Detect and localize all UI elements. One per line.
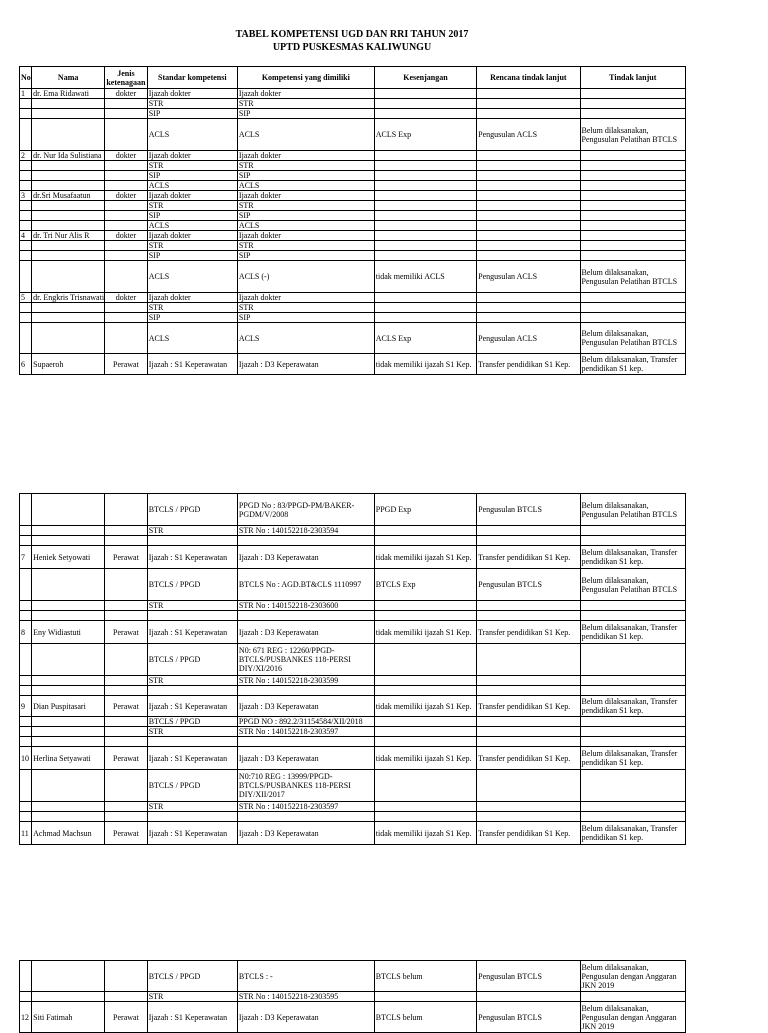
table-row	[20, 171, 686, 181]
row-plan: Pengusulan BTCLS	[477, 1002, 580, 1033]
row-type: dokter	[105, 191, 148, 201]
row-owned: ACLS	[237, 221, 374, 231]
table-row	[20, 89, 686, 99]
row-plan: Pengusulan BTCLS	[477, 569, 580, 601]
table-row	[20, 191, 686, 201]
row-standard: STR	[147, 676, 237, 686]
row-owned: Ijazah : D3 Keperawatan	[237, 621, 374, 644]
competency-table-page-2	[19, 493, 686, 845]
row-followup: Belum dilaksanakan, Pengusulan dengan Anggaran JKN 2019	[580, 961, 685, 992]
row-owned: N0:710 REG : 13999/PPGD-BTCLS/PUSBANKES 118-PERSI DIY/XII/2017	[237, 770, 374, 802]
row-owned: STR	[237, 161, 374, 171]
row-owned: Ijazah : D3 Keperawatan	[237, 747, 374, 770]
table-row	[20, 251, 686, 261]
row-owned: SIP	[237, 211, 374, 221]
row-no: 1	[20, 89, 32, 99]
row-name: Supaeroh	[32, 354, 105, 375]
row-no: 4	[20, 231, 32, 241]
table-row	[20, 211, 686, 221]
header-row	[20, 67, 686, 89]
row-no: 6	[20, 354, 32, 375]
row-owned: ACLS	[237, 323, 374, 354]
table-row	[20, 526, 686, 536]
row-followup: Belum dilaksanakan, Pengusulan Pelatihan BTCLS	[580, 323, 685, 354]
row-owned: ACLS	[237, 119, 374, 151]
table-row	[20, 241, 686, 251]
row-plan: Transfer pendidikan S1 Kep.	[477, 546, 580, 569]
table-row	[20, 201, 686, 211]
row-type: Perawat	[105, 621, 148, 644]
table-row	[20, 676, 686, 686]
row-followup: Belum dilaksanakan, Transfer pendidikan S1 kep.	[580, 696, 685, 717]
row-owned: SIP	[237, 171, 374, 181]
row-type: dokter	[105, 293, 148, 303]
table-row	[20, 303, 686, 313]
row-name: Herlina Setyawati	[32, 747, 105, 770]
header-kompetensi: Kompetensi yang dimiliki	[237, 67, 374, 89]
row-owned: Ijazah : D3 Keperawatan	[237, 1002, 374, 1033]
row-no: 12	[20, 1002, 32, 1033]
row-standard: SIP	[147, 313, 237, 323]
table-row	[20, 231, 686, 241]
row-standard: Ijazah : S1 Keperawatan	[147, 546, 237, 569]
table-row	[20, 293, 686, 303]
row-gap: tidak memiliki ijazah S1 Kep.	[374, 822, 476, 845]
table-row	[20, 354, 686, 375]
row-standard: Ijazah dokter	[147, 151, 237, 161]
row-gap: tidak memiliki ijazah S1 Kep.	[374, 696, 476, 717]
row-standard: STR	[147, 526, 237, 536]
row-owned: Ijazah dokter	[237, 191, 374, 201]
row-owned: BTCLS No : AGD.BT&CLS 1110997	[237, 569, 374, 601]
row-plan: Transfer pendidikan S1 Kep.	[477, 354, 580, 375]
row-name: dr. Engkris Trisnawati	[33, 293, 105, 302]
row-name: Achmad Machsun	[32, 822, 105, 845]
row-name: dr. Ema Ridawati	[32, 89, 105, 99]
row-standard: Ijazah : S1 Keperawatan	[147, 822, 237, 845]
row-standard: ACLS	[147, 119, 237, 151]
row-owned: Ijazah dokter	[237, 231, 374, 241]
table-row	[20, 802, 686, 812]
row-type: Perawat	[105, 696, 148, 717]
table-row	[20, 747, 686, 770]
row-owned: STR	[237, 241, 374, 251]
row-owned: STR No : 140152218-2303599	[237, 676, 374, 686]
row-name: dr. Nur Ida Sulistiana	[32, 151, 105, 161]
table-row	[20, 313, 686, 323]
row-followup: Belum dilaksanakan, Transfer pendidikan S1 kep.	[580, 621, 685, 644]
row-standard: STR	[147, 802, 237, 812]
row-plan: Pengusulan BTCLS	[477, 961, 580, 992]
row-standard: STR	[147, 201, 237, 211]
header-jenis: Jenis ketenagaan	[106, 68, 146, 87]
table-row	[20, 99, 686, 109]
table-row	[20, 992, 686, 1002]
row-owned: STR	[237, 99, 374, 109]
row-gap: ACLS Exp	[374, 323, 476, 354]
row-type: Perawat	[105, 546, 148, 569]
row-gap: BTCLS belum	[374, 961, 476, 992]
row-standard: ACLS	[147, 261, 237, 293]
table-row	[20, 161, 686, 171]
header-kesenjangan: Kesenjangan	[374, 67, 476, 89]
row-standard: STR	[147, 601, 237, 611]
header-nama: Nama	[32, 67, 105, 89]
row-standard: SIP	[147, 211, 237, 221]
row-followup: Belum dilaksanakan, Pengusulan Pelatihan BTCLS	[580, 569, 685, 601]
row-standard: STR	[147, 727, 237, 737]
row-standard: Ijazah dokter	[147, 89, 237, 99]
row-standard: ACLS	[147, 323, 237, 354]
row-owned: Ijazah dokter	[237, 293, 374, 303]
row-name: dr.Sri Musafaatun	[32, 191, 105, 201]
table-row	[20, 822, 686, 845]
row-type: dokter	[105, 151, 148, 161]
row-type: Perawat	[105, 747, 148, 770]
table-row	[20, 717, 686, 727]
table-row	[20, 696, 686, 717]
row-name: Heniek Setyowati	[32, 546, 105, 569]
row-standard: ACLS	[147, 221, 237, 231]
row-owned: STR No : 140152218-2303597	[237, 727, 374, 737]
table-row	[20, 323, 686, 354]
row-followup: Belum dilaksanakan, Transfer pendidikan S1 kep.	[580, 546, 685, 569]
row-no: 9	[20, 696, 32, 717]
row-owned: Ijazah : D3 Keperawatan	[237, 696, 374, 717]
row-plan: Transfer pendidikan S1 Kep.	[477, 621, 580, 644]
row-standard: Ijazah : S1 Keperawatan	[147, 747, 237, 770]
row-followup: Belum dilaksanakan, Pengusulan Pelatihan BTCLS	[580, 494, 685, 526]
competency-table-page-3	[19, 960, 686, 1033]
table-row	[20, 569, 686, 601]
row-standard: ACLS	[147, 181, 237, 191]
table-row	[20, 601, 686, 611]
row-owned: STR	[237, 303, 374, 313]
row-owned: PPGD NO : 892.2/31154584/XII/2018	[237, 717, 374, 727]
row-owned: STR No : 140152218-2303595	[237, 992, 374, 1002]
row-type: dokter	[105, 231, 148, 241]
row-owned: STR No : 140152218-2303600	[237, 601, 374, 611]
row-gap: tidak memiliki ijazah S1 Kep.	[374, 354, 476, 375]
row-no: 3	[20, 191, 32, 201]
row-no: 5	[20, 293, 32, 303]
table-row	[20, 961, 686, 992]
row-gap: BTCLS belum	[374, 1002, 476, 1033]
row-owned: Ijazah dokter	[237, 151, 374, 161]
header-tindak: Tindak lanjut	[580, 67, 685, 89]
row-owned: STR No : 140152218-2303597	[237, 802, 374, 812]
row-standard: Ijazah dokter	[147, 293, 237, 303]
row-name: Dian Puspitasari	[32, 696, 105, 717]
table-row	[20, 261, 686, 293]
competency-table-page-1	[19, 66, 686, 375]
row-no: 8	[20, 621, 32, 644]
row-standard: SIP	[147, 251, 237, 261]
table-row	[20, 494, 686, 526]
table-row	[20, 727, 686, 737]
row-standard: STR	[147, 161, 237, 171]
row-owned: Ijazah : D3 Keperawatan	[237, 546, 374, 569]
row-no: 2	[20, 151, 32, 161]
row-gap: tidak memiliki ijazah S1 Kep.	[374, 621, 476, 644]
table-row	[20, 621, 686, 644]
row-gap: ACLS Exp	[374, 119, 476, 151]
row-name: dr. Tri Nur Alis R	[32, 231, 105, 241]
table-row	[20, 546, 686, 569]
row-plan: Transfer pendidikan S1 Kep.	[477, 747, 580, 770]
row-owned: STR No : 140152218-2303594	[237, 526, 374, 536]
row-followup: Belum dilaksanakan, Pengusulan dengan Anggaran JKN 2019	[580, 1002, 685, 1033]
table-row	[20, 181, 686, 191]
header-standar: Standar kompetensi	[147, 67, 237, 89]
row-owned: SIP	[237, 251, 374, 261]
row-no: 7	[20, 546, 32, 569]
row-no: 11	[20, 822, 32, 845]
row-standard: BTCLS / PPGD	[147, 494, 237, 526]
row-standard: Ijazah dokter	[147, 191, 237, 201]
row-type: Perawat	[105, 1002, 148, 1033]
row-gap: PPGD Exp	[374, 494, 476, 526]
document-title: TABEL KOMPETENSI UGD DAN RRI TAHUN 2017	[235, 29, 469, 40]
table-row	[20, 1002, 686, 1033]
row-no: 10	[20, 747, 32, 770]
table-row	[20, 644, 686, 676]
row-standard: Ijazah : S1 Keperawatan	[147, 1002, 237, 1033]
row-owned: SIP	[237, 313, 374, 323]
row-standard: BTCLS / PPGD	[147, 770, 237, 802]
row-owned: PPGD No : 83/PPGD-PM/BAKER-PGDM/V/2008	[237, 494, 374, 526]
row-standard: STR	[147, 99, 237, 109]
row-owned: Ijazah : D3 Keperawatan	[237, 354, 374, 375]
row-owned: Ijazah dokter	[237, 89, 374, 99]
row-name: Siti Fatimah	[32, 1002, 105, 1033]
table-row	[20, 151, 686, 161]
row-owned: N0: 671 REG : 12260/PPGD-BTCLS/PUSBANKES 118-PERSI DIY/XI/2016	[237, 644, 374, 676]
table-row	[20, 221, 686, 231]
row-standard: Ijazah : S1 Keperawatan	[147, 696, 237, 717]
row-standard: BTCLS / PPGD	[147, 961, 237, 992]
row-standard: SIP	[147, 171, 237, 181]
row-standard: Ijazah : S1 Keperawatan	[147, 621, 237, 644]
table-row	[20, 119, 686, 151]
row-standard: BTCLS / PPGD	[147, 569, 237, 601]
row-standard: STR	[147, 992, 237, 1002]
row-standard: STR	[147, 303, 237, 313]
row-followup: Belum dilaksanakan, Transfer pendidikan S1 kep.	[580, 747, 685, 770]
row-type: Perawat	[105, 822, 148, 845]
row-plan: Pengusulan ACLS	[477, 119, 580, 151]
row-gap: tidak memiliki ijazah S1 Kep.	[374, 747, 476, 770]
row-owned: STR	[237, 201, 374, 211]
row-owned: BTCLS : -	[237, 961, 374, 992]
row-owned: ACLS (-)	[237, 261, 374, 293]
row-gap: BTCLS Exp	[374, 569, 476, 601]
row-standard: BTCLS / PPGD	[147, 644, 237, 676]
table-row	[20, 770, 686, 802]
row-owned: Ijazah : D3 Keperawatan	[237, 822, 374, 845]
row-plan: Pengusulan ACLS	[477, 323, 580, 354]
row-plan: Transfer pendidikan S1 Kep.	[477, 822, 580, 845]
row-followup: Belum dilaksanakan, Pengusulan Pelatihan BTCLS	[580, 261, 685, 293]
header-rencana: Rencana tindak lanjut	[477, 67, 580, 89]
row-plan: Transfer pendidikan S1 Kep.	[477, 696, 580, 717]
row-plan: Pengusulan BTCLS	[477, 494, 580, 526]
row-standard: STR	[147, 241, 237, 251]
row-followup: Belum dilaksanakan, Transfer pendidikan S1 kep.	[580, 354, 685, 375]
header-no: No	[20, 67, 32, 89]
row-owned: SIP	[237, 109, 374, 119]
row-standard: SIP	[147, 109, 237, 119]
row-followup: Belum dilaksanakan, Transfer pendidikan S1 kep.	[580, 822, 685, 845]
row-owned: ACLS	[237, 181, 374, 191]
row-standard: Ijazah : S1 Keperawatan	[147, 354, 237, 375]
table-row	[20, 109, 686, 119]
row-name: Eny Widiastuti	[32, 621, 105, 644]
row-type: Perawat	[105, 354, 148, 375]
row-standard: BTCLS / PPGD	[147, 717, 237, 727]
row-type: dokter	[105, 89, 148, 99]
row-gap: tidak memiliki ijazah S1 Kep.	[374, 546, 476, 569]
row-followup: Belum dilaksanakan, Pengusulan Pelatihan BTCLS	[580, 119, 685, 151]
row-gap: tidak memiliki ACLS	[374, 261, 476, 293]
row-plan: Pengusulan ACLS	[477, 261, 580, 293]
document-subtitle: UPTD PUSKESMAS KALIWUNGU	[272, 42, 432, 53]
row-standard: Ijazah dokter	[147, 231, 237, 241]
